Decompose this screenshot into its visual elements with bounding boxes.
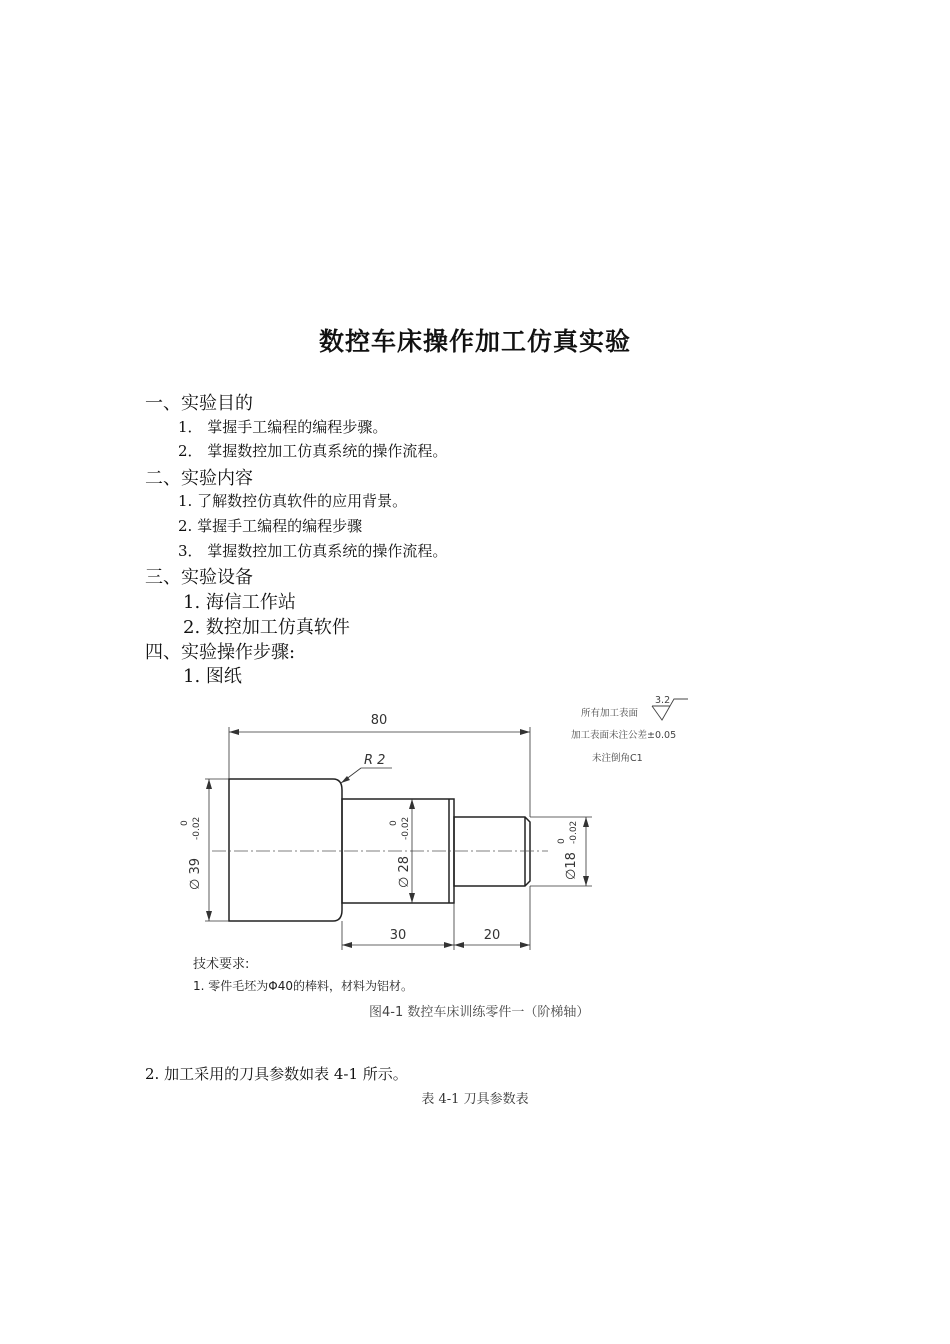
stepped-shaft-drawing	[160, 690, 720, 1030]
list-item: 2. 数控加工仿真软件	[183, 617, 350, 638]
tol-lower: -0.02	[192, 816, 202, 840]
list-item: 2． 掌握数控加工仿真系统的操作流程。	[178, 442, 448, 460]
dim-total-length: 80	[370, 713, 388, 728]
section-heading-4: 四、实验操作步骤:	[145, 642, 296, 663]
list-item: 3． 掌握数控加工仿真系统的操作流程。	[178, 542, 448, 560]
dim-diameter-18: ∅18	[564, 852, 579, 880]
note-surface: 所有加工表面	[581, 708, 639, 719]
note-tolerance: 加工表面未注公差±0.05	[571, 730, 677, 741]
dim-radius: R 2	[364, 753, 386, 768]
tol-lower: -0.02	[401, 816, 411, 840]
dim-diameter-39: ∅ 39	[188, 858, 203, 890]
tol-upper: 0	[389, 820, 399, 826]
tol-upper: 0	[557, 838, 567, 844]
tech-req-title: 技术要求:	[193, 957, 250, 972]
dim-length-30: 30	[389, 928, 407, 943]
section-heading-3: 三、实验设备	[145, 567, 253, 588]
dim-diameter-28: ∅ 28	[397, 856, 412, 888]
list-item: 1. 图纸	[183, 666, 242, 687]
figure-caption: 图4-1 数控车床训练零件一（阶梯轴）	[369, 1005, 590, 1020]
list-item: 1. 海信工作站	[183, 592, 296, 613]
list-item: 2. 掌握手工编程的编程步骤	[178, 517, 363, 535]
note-chamfer: 未注倒角C1	[592, 753, 643, 764]
tol-upper: 0	[180, 820, 190, 826]
section-heading-1: 一、实验目的	[145, 393, 253, 414]
step-2-text: 2. 加工采用的刀具参数如表 4-1 所示。	[145, 1065, 408, 1083]
list-item: 1. 了解数控仿真软件的应用背景。	[178, 492, 408, 510]
section-heading-2: 二、实验内容	[145, 468, 253, 489]
tech-req-item: 1. 零件毛坯为Φ40的棒料，材料为铝材。	[193, 979, 413, 993]
page-title: 数控车床操作加工仿真实验	[318, 327, 631, 356]
dim-length-20: 20	[483, 928, 501, 943]
list-item: 1． 掌握手工编程的编程步骤。	[178, 418, 388, 436]
table-caption: 表 4-1 刀具参数表	[421, 1092, 529, 1107]
roughness-value: 3.2	[655, 695, 671, 706]
tol-lower: -0.02	[569, 820, 579, 844]
